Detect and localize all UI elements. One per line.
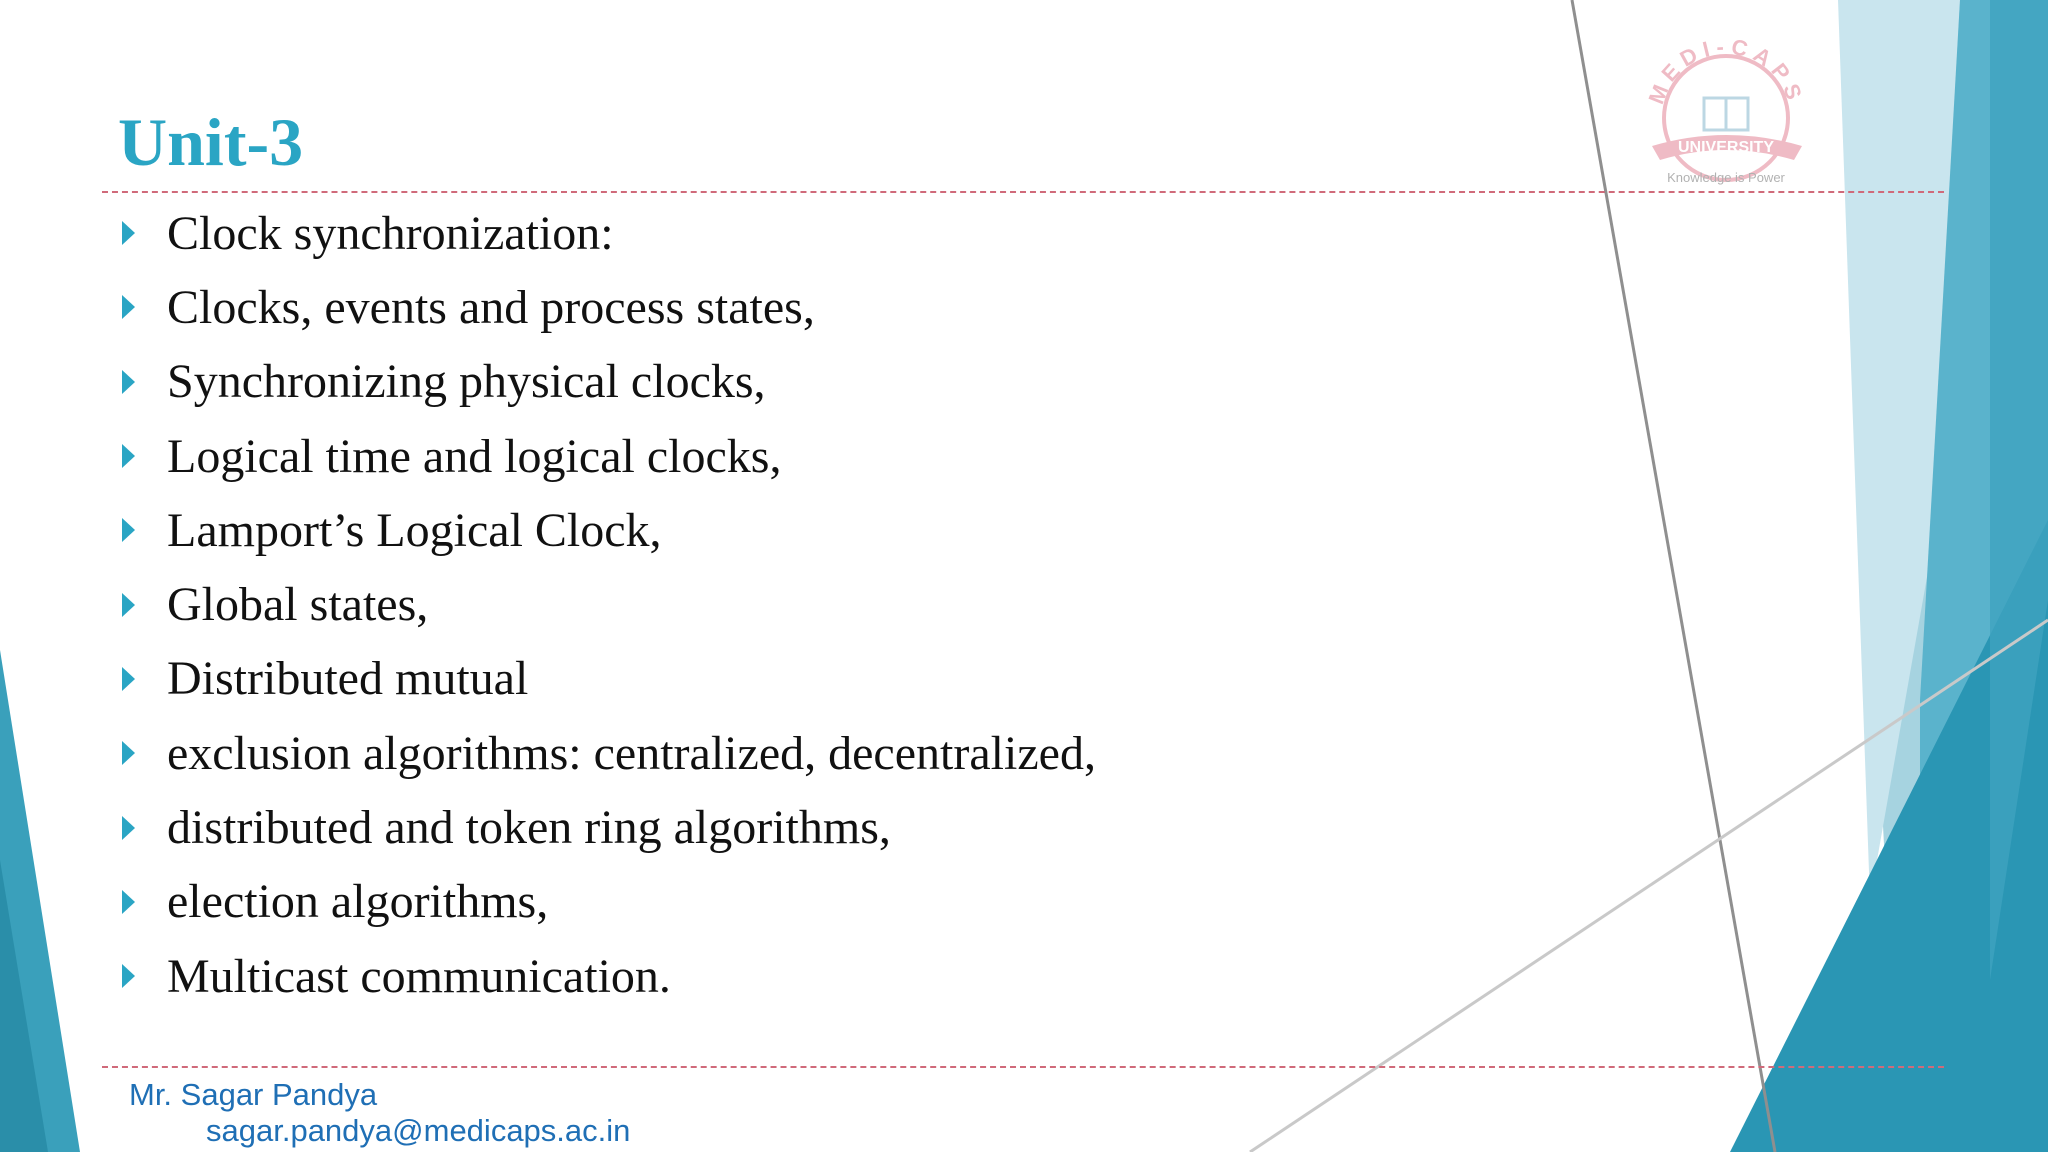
bullet-arrow-icon bbox=[122, 964, 135, 988]
list-item bbox=[118, 642, 1096, 716]
list-item bbox=[118, 790, 1096, 864]
bullet-arrow-icon bbox=[122, 816, 135, 840]
bullet-text: Lamport’s Logical Clock, bbox=[167, 503, 662, 557]
slide-title: Unit-3 bbox=[118, 104, 304, 180]
bullet-arrow-icon bbox=[122, 890, 135, 914]
list-item bbox=[118, 567, 1096, 641]
bullet-text: election algorithms, bbox=[167, 875, 549, 929]
bullet-arrow-icon bbox=[122, 444, 135, 468]
bullet-arrow-icon bbox=[122, 741, 135, 765]
bullet-text: Multicast communication. bbox=[167, 949, 671, 1003]
footer-email: sagar.pandya@medicaps.ac.in bbox=[206, 1113, 631, 1148]
svg-text:Knowledge is Power: Knowledge is Power bbox=[1667, 170, 1785, 185]
list-item bbox=[118, 716, 1096, 790]
bullet-arrow-icon bbox=[122, 667, 135, 691]
bullet-text: Distributed mutual bbox=[167, 652, 529, 706]
bullet-list bbox=[118, 196, 1096, 1013]
bullet-text: Clock synchronization: bbox=[167, 206, 614, 260]
footer-author: Mr. Sagar Pandya bbox=[129, 1077, 378, 1112]
bullet-text: exclusion algorithms: centralized, decentralized, bbox=[167, 726, 1096, 780]
bottom-divider bbox=[102, 1066, 1944, 1068]
list-item bbox=[118, 270, 1096, 344]
list-item bbox=[118, 939, 1096, 1013]
bullet-arrow-icon bbox=[122, 593, 135, 617]
bullet-arrow-icon bbox=[122, 370, 135, 394]
svg-text:UNIVERSITY: UNIVERSITY bbox=[1677, 139, 1775, 156]
bullet-arrow-icon bbox=[122, 221, 135, 245]
bullet-text: Clocks, events and process states, bbox=[167, 280, 815, 334]
top-divider bbox=[102, 191, 1944, 193]
bullet-text: Synchronizing physical clocks, bbox=[167, 355, 766, 409]
list-item bbox=[118, 196, 1096, 270]
list-item bbox=[118, 419, 1096, 493]
bullet-text: Global states, bbox=[167, 578, 429, 632]
bullet-arrow-icon bbox=[122, 518, 135, 542]
university-logo bbox=[1622, 28, 1830, 196]
list-item bbox=[118, 345, 1096, 419]
list-item bbox=[118, 493, 1096, 567]
svg-text:MEDI-CAPS: MEDI-CAPS bbox=[1643, 33, 1809, 109]
bullet-text: distributed and token ring algorithms, bbox=[167, 801, 891, 855]
bullet-arrow-icon bbox=[122, 295, 135, 319]
bullet-text: Logical time and logical clocks, bbox=[167, 429, 782, 483]
list-item bbox=[118, 865, 1096, 939]
